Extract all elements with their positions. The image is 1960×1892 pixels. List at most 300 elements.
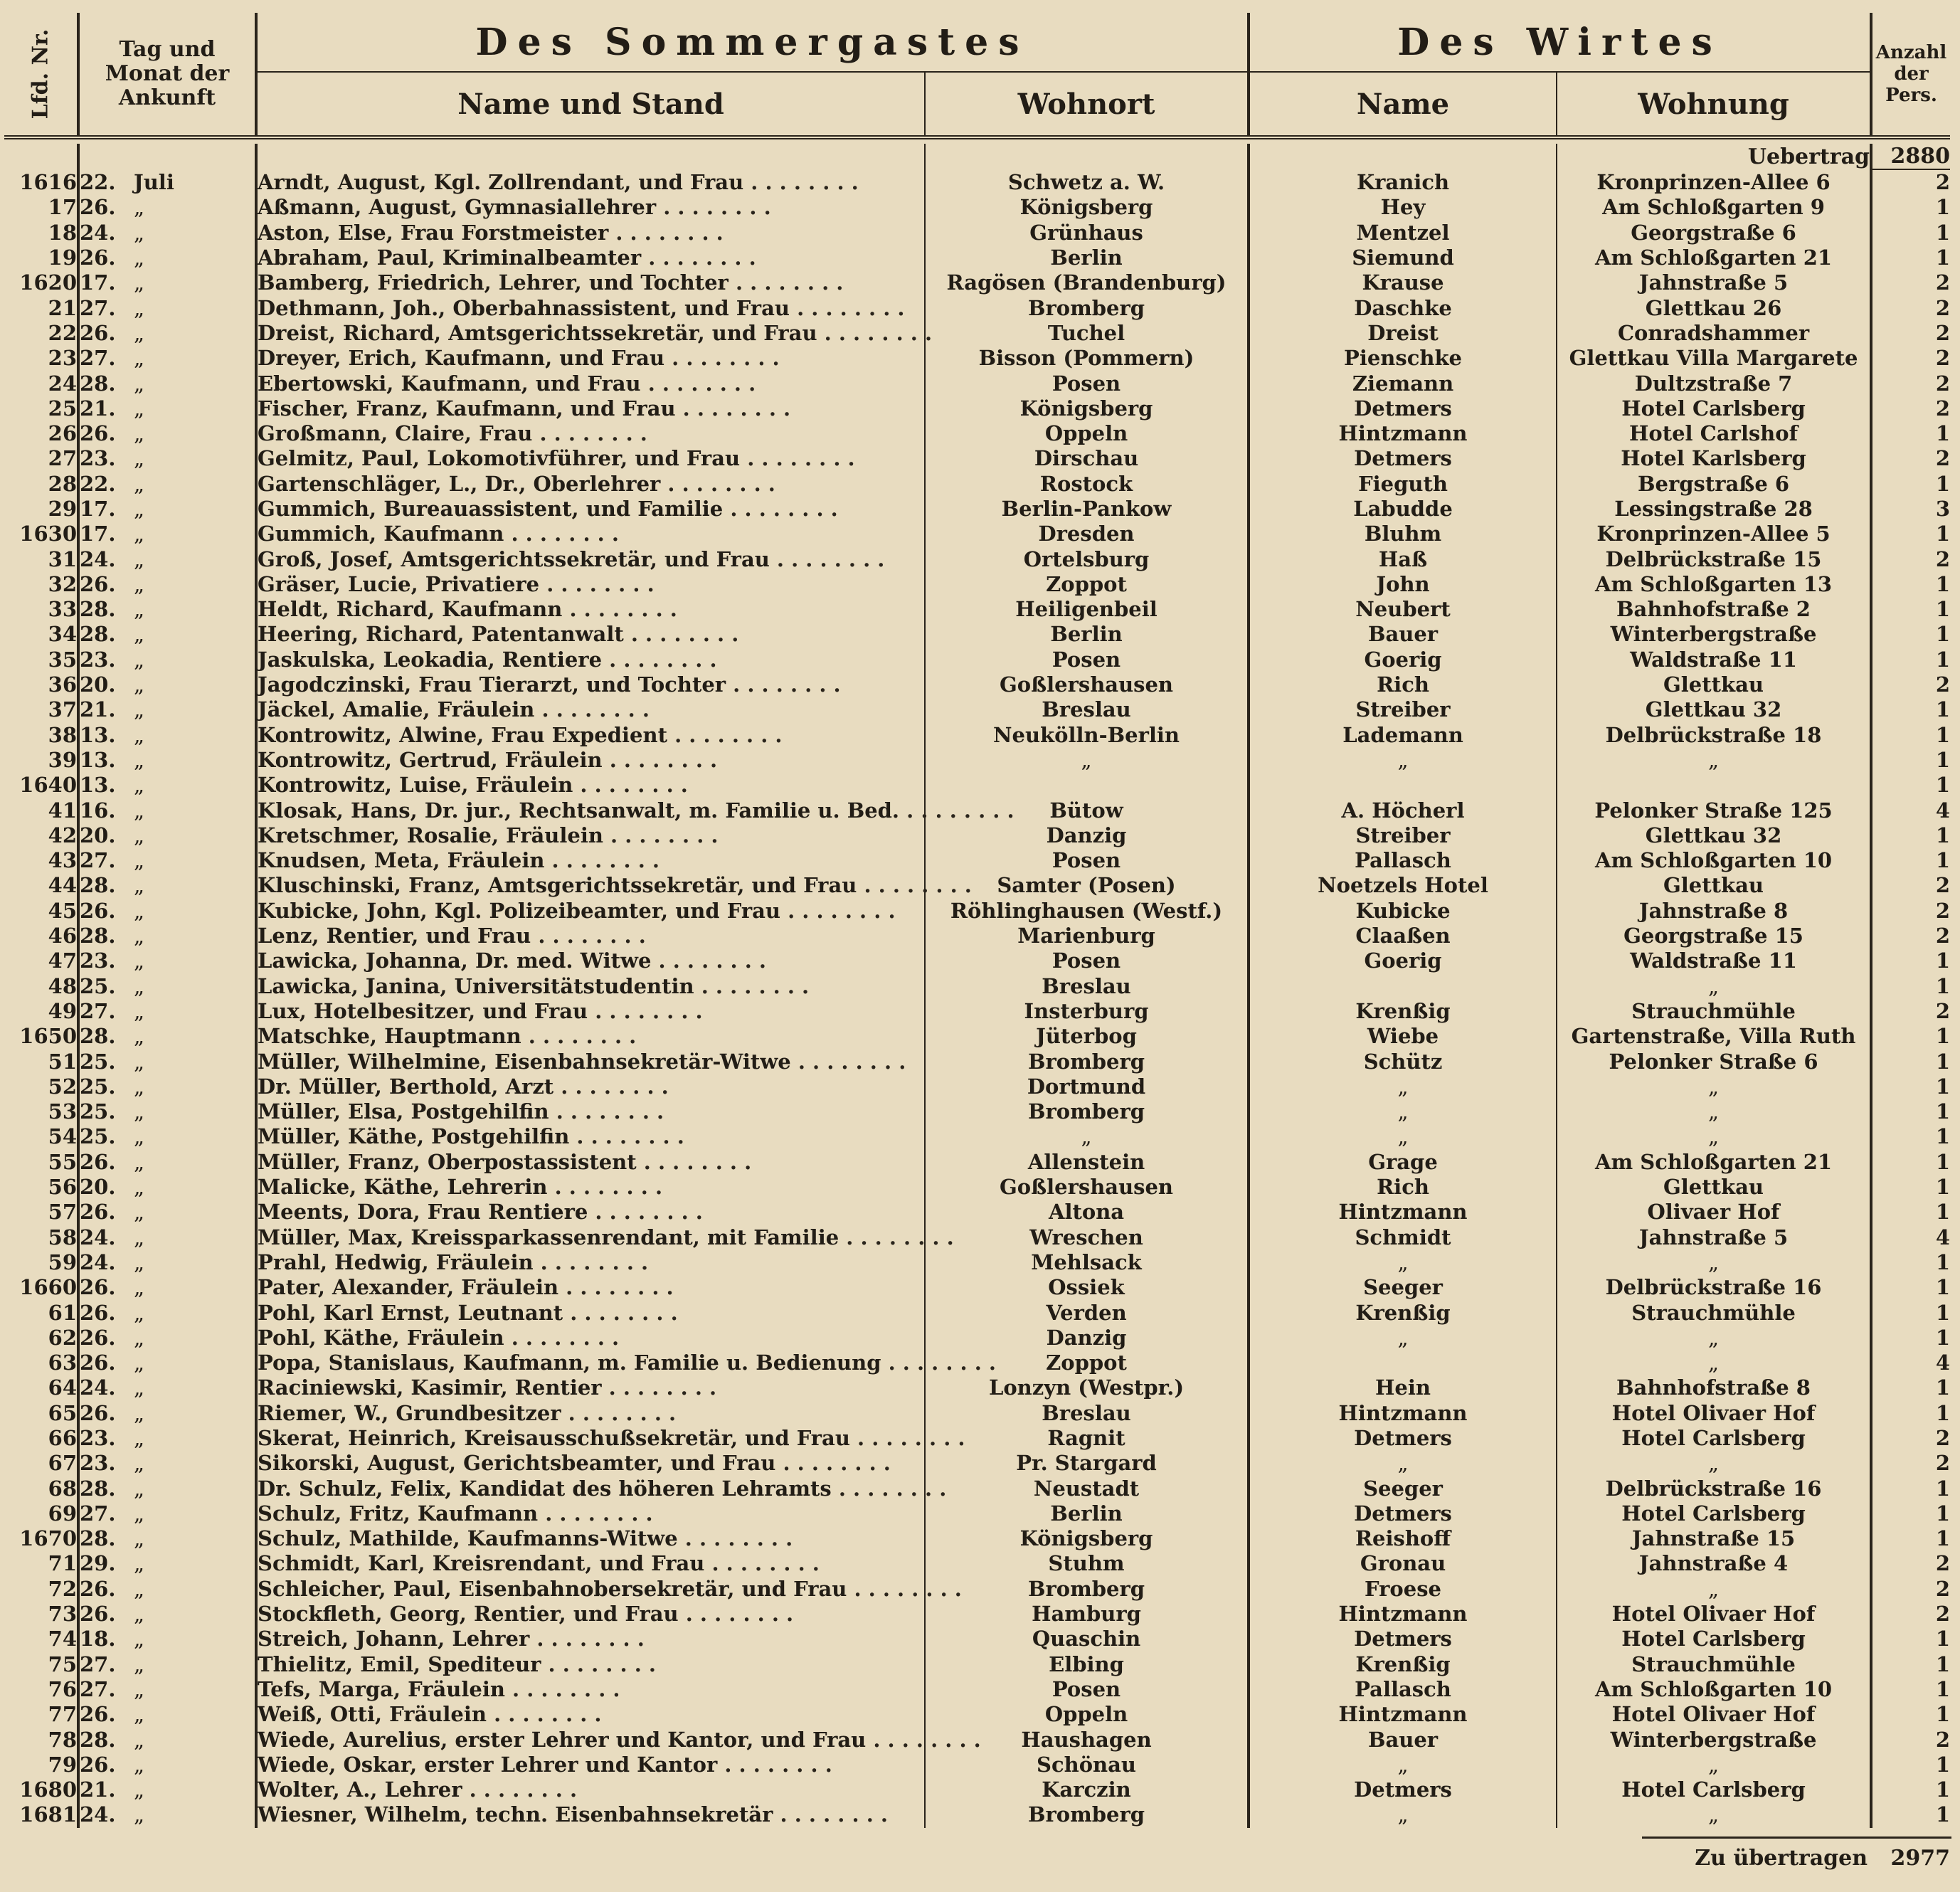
row-guest-residence: Breslau [925, 1401, 1249, 1426]
table-row [4, 648, 1950, 672]
table-row [4, 597, 1950, 622]
row-guest-name: Abraham, Paul, Kriminalbeamter . . . . . . . . [256, 245, 925, 270]
row-day: 24. [80, 1802, 116, 1827]
row-person-count: 1 [1935, 622, 1951, 647]
row-guest-name: Müller, Wilhelmine, Eisenbahnsekretär-Witwe . . . . . . . . [256, 1049, 925, 1074]
row-nr: 1670 [4, 1526, 78, 1551]
row-person-count: 1 [1935, 722, 1951, 747]
row-person-count: 1 [1935, 747, 1951, 772]
row-guest-residence: Zoppot [925, 572, 1249, 597]
table-row [4, 697, 1950, 722]
row-host-address: Strauchmühle [1557, 1652, 1871, 1677]
table-row [4, 321, 1950, 346]
row-person-count: 1 [1935, 421, 1951, 446]
row-person-count: 4 [1935, 1351, 1951, 1375]
row-day: 26. [80, 1576, 116, 1601]
row-month: „ [134, 1300, 256, 1325]
row-host-name: Noetzels Hotel [1249, 873, 1557, 898]
row-day: 17. [80, 522, 116, 546]
row-day: 13. [80, 773, 116, 798]
row-day: 23. [80, 948, 116, 973]
row-month: „ [134, 1702, 256, 1727]
table-row [4, 295, 1950, 320]
row-month: „ [134, 346, 256, 371]
row-person-count: 1 [1935, 1300, 1951, 1325]
row-day: 22. [80, 169, 116, 194]
row-nr: 49 [4, 999, 78, 1024]
row-person-count: 2 [1935, 1551, 1951, 1576]
row-guest-residence: Posen [925, 371, 1249, 396]
row-guest-residence: Oppeln [925, 421, 1249, 446]
row-day: 26. [80, 195, 116, 220]
table-row [4, 1702, 1950, 1727]
row-guest-name: Sikorski, August, Gerichtsbeamter, und Frau . . . . . . . . [256, 1451, 925, 1476]
table-row [4, 1401, 1950, 1426]
row-guest-name: Lawicka, Janina, Universitätstudentin . . . . . . . . [256, 974, 925, 999]
row-guest-residence: Danzig [925, 1326, 1249, 1351]
row-nr: 75 [4, 1652, 78, 1677]
row-nr: 65 [4, 1401, 78, 1426]
row-nr: 46 [4, 924, 78, 948]
row-nr: 43 [4, 848, 78, 873]
table-row [4, 948, 1950, 973]
row-guest-name: Raciniewski, Kasimir, Rentier . . . . . . . . [256, 1375, 925, 1400]
row-host-address: Jahnstraße 8 [1557, 899, 1871, 924]
row-month: „ [134, 974, 256, 999]
row-day: 28. [80, 371, 116, 396]
row-nr: 27 [4, 446, 78, 471]
row-person-count: 1 [1935, 195, 1951, 220]
row-month: „ [134, 472, 256, 497]
row-month: „ [134, 446, 256, 471]
row-person-count: 1 [1935, 1175, 1951, 1200]
row-host-name: „ [1249, 1250, 1557, 1275]
row-guest-residence: Marienburg [925, 924, 1249, 948]
row-month: „ [134, 321, 256, 346]
row-month: „ [134, 1049, 256, 1074]
row-host-name: Hein [1249, 1375, 1557, 1400]
row-nr: 59 [4, 1250, 78, 1275]
row-nr: 74 [4, 1627, 78, 1651]
row-host-address: „ [1557, 1124, 1871, 1149]
row-nr: 71 [4, 1551, 78, 1576]
row-host-address: Strauchmühle [1557, 999, 1871, 1024]
row-day: 26. [80, 1400, 116, 1425]
row-nr: 66 [4, 1426, 78, 1451]
row-host-name: Daschke [1249, 295, 1557, 320]
row-guest-residence: Breslau [925, 697, 1249, 722]
row-guest-name: Jäckel, Amalie, Fräulein . . . . . . . . [256, 697, 925, 722]
row-person-count: 2 [1935, 873, 1951, 898]
table-row [4, 1451, 1950, 1476]
row-host-name: Hintzmann [1249, 421, 1557, 446]
row-person-count: 2 [1935, 346, 1951, 371]
row-host-address: „ [1557, 1753, 1871, 1777]
row-guest-residence: Königsberg [925, 195, 1249, 220]
row-nr: 1660 [4, 1275, 78, 1300]
row-host-address: Hotel Carlsberg [1557, 396, 1871, 421]
row-person-count: 1 [1935, 973, 1951, 998]
row-day: 28. [80, 1476, 116, 1501]
row-host-address: Delbrückstraße 16 [1557, 1476, 1871, 1501]
table-row [4, 1551, 1950, 1576]
row-host-name: Lademann [1249, 723, 1557, 748]
table-row [4, 1753, 1950, 1777]
table-row [4, 1074, 1950, 1099]
row-month: „ [134, 270, 256, 295]
row-host-name: „ [1249, 1802, 1557, 1827]
row-guest-name: Schmidt, Karl, Kreisrendant, und Frau . . . . . . . . [256, 1551, 925, 1576]
row-person-count: 1 [1935, 1802, 1951, 1827]
row-guest-name: Lawicka, Johanna, Dr. med. Witwe . . . . . . . . [256, 948, 925, 973]
row-nr: 17 [4, 195, 78, 220]
row-day: 24. [80, 546, 116, 571]
row-guest-residence: Oppeln [925, 1702, 1249, 1727]
row-host-address: Am Schloßgarten 10 [1557, 1677, 1871, 1702]
row-nr: 55 [4, 1150, 78, 1175]
row-person-count: 2 [1935, 672, 1951, 697]
row-day: 18. [80, 1627, 116, 1651]
row-host-name: Ziemann [1249, 371, 1557, 396]
row-month: „ [134, 1652, 256, 1677]
row-person-count: 2 [1935, 898, 1951, 923]
row-nr: 1650 [4, 1024, 78, 1049]
row-nr: 51 [4, 1049, 78, 1074]
row-guest-residence: Neukölln-Berlin [925, 723, 1249, 748]
row-month: „ [134, 1526, 256, 1551]
row-day: 25. [80, 973, 116, 998]
row-person-count: 1 [1935, 1501, 1951, 1526]
row-nr: 39 [4, 748, 78, 773]
row-day: 27. [80, 346, 116, 371]
row-day: 26. [80, 421, 116, 446]
row-guest-name: Prahl, Hedwig, Fräulein . . . . . . . . [256, 1250, 925, 1275]
row-month: „ [134, 899, 256, 924]
row-person-count: 1 [1935, 697, 1951, 722]
row-host-address: Olivaer Hof [1557, 1200, 1871, 1225]
row-nr: 38 [4, 723, 78, 748]
row-guest-residence: Bromberg [925, 1099, 1249, 1124]
row-host-address: „ [1557, 1351, 1871, 1375]
row-nr: 62 [4, 1326, 78, 1351]
row-guest-name: Schleicher, Paul, Eisenbahnobersekretär, und Frau . . . . . . . . [258, 1576, 962, 1601]
row-host-name: Bauer [1249, 622, 1557, 647]
row-guest-residence: Grünhaus [925, 221, 1249, 245]
row-host-address: Glettkau Villa Margarete [1557, 346, 1871, 371]
table-row [4, 924, 1950, 948]
row-host-name: Krause [1249, 270, 1557, 295]
row-nr: 73 [4, 1602, 78, 1627]
row-guest-residence: Breslau [925, 974, 1249, 999]
row-host-name: Hintzmann [1249, 1602, 1557, 1627]
row-month: „ [134, 622, 256, 647]
row-guest-name: Müller, Käthe, Postgehilfin . . . . . . . . [256, 1124, 925, 1149]
row-nr: 47 [4, 948, 78, 973]
table-row [4, 497, 1950, 522]
row-nr: 1680 [4, 1777, 78, 1802]
table-row [4, 1627, 1950, 1651]
row-nr: 61 [4, 1300, 78, 1325]
row-person-count: 1 [1935, 1024, 1951, 1049]
row-host-address: Glettkau [1557, 873, 1871, 898]
register-rows [4, 169, 1950, 1828]
row-person-count: 2 [1935, 1425, 1951, 1450]
carry-out-label: Zu übertragen [1695, 1846, 1868, 1871]
table-row [4, 622, 1950, 647]
row-nr: 42 [4, 823, 78, 848]
row-month: „ [134, 1024, 256, 1049]
row-host-address: Jahnstraße 15 [1557, 1526, 1871, 1551]
row-guest-name: Pohl, Käthe, Fräulein . . . . . . . . [256, 1326, 925, 1351]
row-nr: 34 [4, 622, 78, 647]
row-month: „ [134, 823, 256, 848]
row-host-name: Gronau [1249, 1551, 1557, 1576]
row-guest-residence: Danzig [925, 823, 1249, 848]
table-row [4, 1652, 1950, 1677]
row-guest-residence: Bromberg [925, 1802, 1249, 1827]
row-nr: 57 [4, 1200, 78, 1225]
row-guest-name: Fischer, Franz, Kaufmann, und Frau . . . . . . . . [256, 396, 925, 421]
row-guest-name: Wiesner, Wilhelm, techn. Eisenbahnsekretär . . . . . . . . [256, 1802, 925, 1827]
row-month: „ [134, 1124, 256, 1149]
row-nr: 19 [4, 245, 78, 270]
row-host-name: Streiber [1249, 823, 1557, 848]
row-host-name: „ [1249, 1451, 1557, 1476]
row-person-count: 1 [1935, 1074, 1951, 1099]
row-person-count: 2 [1935, 320, 1951, 345]
row-nr: 29 [4, 497, 78, 522]
row-nr: 31 [4, 546, 78, 571]
table-row [4, 1501, 1950, 1526]
table-row [4, 723, 1950, 748]
host-name-column-header: Name [1249, 72, 1557, 137]
row-guest-name: Jaskulska, Leokadia, Rentiere . . . . . . . . [256, 648, 925, 672]
row-nr: 33 [4, 597, 78, 622]
row-host-address: „ [1557, 1451, 1871, 1476]
row-month: „ [134, 1175, 256, 1200]
row-host-address: „ [1557, 1802, 1871, 1827]
row-person-count: 2 [1935, 1602, 1951, 1627]
row-nr: 24 [4, 371, 78, 396]
row-nr: 21 [4, 295, 78, 320]
guest-name-column-header: Name und Stand [256, 72, 925, 137]
row-nr: 1681 [4, 1802, 78, 1827]
row-person-count: 1 [1935, 1325, 1951, 1350]
row-host-address: Delbrückstraße 15 [1557, 546, 1871, 571]
row-host-address: Kronprinzen-Allee 5 [1557, 522, 1871, 546]
row-month: „ [134, 848, 256, 873]
row-nr: 64 [4, 1375, 78, 1400]
row-guest-residence: Heiligenbeil [925, 597, 1249, 622]
row-day: 26. [80, 245, 116, 270]
row-guest-residence: Posen [925, 648, 1249, 672]
row-guest-residence: „ [925, 748, 1249, 773]
table-row [4, 1175, 1950, 1200]
row-month: „ [134, 1802, 256, 1827]
row-guest-residence: Schönau [925, 1753, 1249, 1777]
row-guest-residence: Tuchel [925, 321, 1249, 346]
row-day: 26. [80, 1300, 116, 1325]
row-month: „ [134, 245, 256, 270]
row-nr: 53 [4, 1099, 78, 1124]
row-host-address: Hotel Carlsberg [1557, 1777, 1871, 1802]
row-month: „ [134, 1275, 256, 1300]
table-row [4, 169, 1950, 195]
table-row [4, 572, 1950, 597]
row-day: 21. [80, 1777, 116, 1802]
row-guest-name: Dreist, Richard, Amtsgerichtssekretär, und Frau . . . . . . . . [258, 320, 933, 345]
row-host-name: „ [1249, 748, 1557, 773]
row-day: 26. [80, 320, 116, 345]
row-guest-name: Lenz, Rentier, und Frau . . . . . . . . [256, 924, 925, 948]
row-host-address: Georgstraße 6 [1557, 221, 1871, 245]
row-month: „ [134, 1551, 256, 1576]
table-row [4, 974, 1950, 999]
table-row [4, 522, 1950, 546]
table-row [4, 848, 1950, 873]
row-host-address: Georgstraße 15 [1557, 924, 1871, 948]
row-guest-residence: Haushagen [925, 1727, 1249, 1752]
host-address-column-header: Wohnung [1557, 72, 1871, 137]
row-host-address: Am Schloßgarten 13 [1557, 572, 1871, 597]
table-row [4, 748, 1950, 773]
row-host-name: Reishoff [1249, 1526, 1557, 1551]
row-host-name: Goerig [1249, 948, 1557, 973]
row-guest-name: Streich, Johann, Lehrer . . . . . . . . [256, 1627, 925, 1651]
row-host-name: Siemund [1249, 245, 1557, 270]
row-host-address: Waldstraße 11 [1557, 948, 1871, 973]
row-person-count: 1 [1935, 471, 1951, 496]
row-month: „ [134, 1099, 256, 1124]
row-nr: 67 [4, 1451, 78, 1476]
row-nr: 36 [4, 672, 78, 697]
row-guest-name: Dr. Schulz, Felix, Kandidat des höheren Lehramts . . . . . . . . [258, 1476, 947, 1501]
row-month: „ [134, 948, 256, 973]
row-person-count: 2 [1935, 170, 1951, 195]
row-person-count: 1 [1935, 1124, 1951, 1149]
row-host-name: Pienschke [1249, 346, 1557, 371]
row-guest-residence: Berlin [925, 1501, 1249, 1526]
row-month: „ [134, 546, 256, 571]
row-month: „ [134, 1150, 256, 1175]
row-guest-residence: „ [925, 1124, 1249, 1149]
row-guest-residence: Rostock [925, 472, 1249, 497]
row-person-count: 2 [1935, 924, 1951, 948]
row-nr: 23 [4, 346, 78, 371]
row-host-address: „ [1557, 1250, 1871, 1275]
row-host-address: „ [1557, 1326, 1871, 1351]
row-month: „ [134, 924, 256, 948]
row-guest-residence: Hamburg [925, 1602, 1249, 1627]
row-guest-residence: Elbing [925, 1652, 1249, 1677]
row-host-address: Kronprinzen-Allee 6 [1557, 169, 1871, 195]
row-guest-name: Gummich, Bureauassistent, und Familie . . . . . . . . [256, 497, 925, 522]
row-host-name: Detmers [1249, 1426, 1557, 1451]
row-guest-name: Wolter, A., Lehrer . . . . . . . . [256, 1777, 925, 1802]
row-host-address: „ [1557, 974, 1871, 999]
table-row [4, 873, 1950, 898]
row-nr: 22 [4, 321, 78, 346]
row-person-count: 1 [1935, 597, 1951, 622]
row-nr: 56 [4, 1175, 78, 1200]
row-host-name: Bluhm [1249, 522, 1557, 546]
row-month: Juli [134, 169, 256, 195]
row-day: 28. [80, 924, 116, 948]
row-month: „ [134, 597, 256, 622]
row-host-address: Hotel Carlsberg [1557, 1501, 1871, 1526]
row-day: 24. [80, 1249, 116, 1274]
row-person-count: 2 [1935, 270, 1951, 295]
row-guest-name: Schulz, Mathilde, Kaufmanns-Witwe . . . . . . . . [256, 1526, 925, 1551]
row-day: 26. [80, 1275, 116, 1300]
row-person-count: 1 [1935, 1702, 1951, 1727]
row-nr: 44 [4, 873, 78, 898]
row-person-count: 2 [1935, 1451, 1951, 1476]
row-month: „ [134, 672, 256, 697]
row-guest-name: Skerat, Heinrich, Kreisausschußsekretär, und Frau . . . . . . . . [258, 1425, 965, 1450]
row-nr: 35 [4, 648, 78, 672]
row-guest-name: Dreyer, Erich, Kaufmann, und Frau . . . . . . . . [256, 346, 925, 371]
guest-residence-column-header: Wohnort [925, 72, 1249, 137]
row-day: 13. [80, 747, 116, 772]
row-host-name: Detmers [1249, 396, 1557, 421]
row-person-count: 1 [1935, 1099, 1951, 1124]
row-person-count: 1 [1935, 773, 1951, 798]
table-row [4, 1802, 1950, 1827]
row-month: „ [134, 748, 256, 773]
row-day: 20. [80, 672, 116, 697]
row-guest-name: Weiß, Otti, Fräulein . . . . . . . . [256, 1702, 925, 1727]
row-host-name: Kubicke [1249, 899, 1557, 924]
row-host-name [1249, 1351, 1557, 1375]
row-month: „ [134, 723, 256, 748]
row-month: „ [134, 648, 256, 672]
row-day: 27. [80, 1501, 116, 1526]
row-guest-name: Knudsen, Meta, Fräulein . . . . . . . . [256, 848, 925, 873]
row-host-address: Pelonker Straße 125 [1557, 798, 1871, 823]
row-day: 23. [80, 446, 116, 471]
table-row [4, 270, 1950, 295]
table-row [4, 1602, 1950, 1627]
row-guest-residence: Goßlershausen [925, 1175, 1249, 1200]
row-day: 23. [80, 647, 116, 672]
table-row [4, 1150, 1950, 1175]
table-row [4, 472, 1950, 497]
row-day: 25. [80, 1049, 116, 1074]
table-row [4, 245, 1950, 270]
table-row [4, 1225, 1950, 1249]
row-host-name: Seeger [1249, 1476, 1557, 1501]
row-host-address: Pelonker Straße 6 [1557, 1049, 1871, 1074]
row-day: 26. [80, 1351, 116, 1375]
row-person-count: 1 [1935, 1752, 1951, 1777]
table-row [4, 1024, 1950, 1049]
row-host-address: „ [1557, 1099, 1871, 1124]
row-host-address: „ [1557, 748, 1871, 773]
row-guest-name: Thielitz, Emil, Spediteur . . . . . . . . [256, 1652, 925, 1677]
row-guest-residence: Mehlsack [925, 1250, 1249, 1275]
carry-in-label: Uebertrag [1557, 144, 1871, 169]
row-month: „ [134, 221, 256, 245]
row-guest-name: Gräser, Lucie, Privatiere . . . . . . . . [256, 572, 925, 597]
row-host-name: Kranich [1249, 169, 1557, 195]
row-month: „ [134, 497, 256, 522]
row-guest-residence: Neustadt [925, 1476, 1249, 1501]
row-guest-residence: Posen [925, 848, 1249, 873]
row-host-address: Bahnhofstraße 2 [1557, 597, 1871, 622]
row-host-address: Hotel Carlsberg [1557, 1426, 1871, 1451]
row-person-count: 2 [1935, 998, 1951, 1023]
